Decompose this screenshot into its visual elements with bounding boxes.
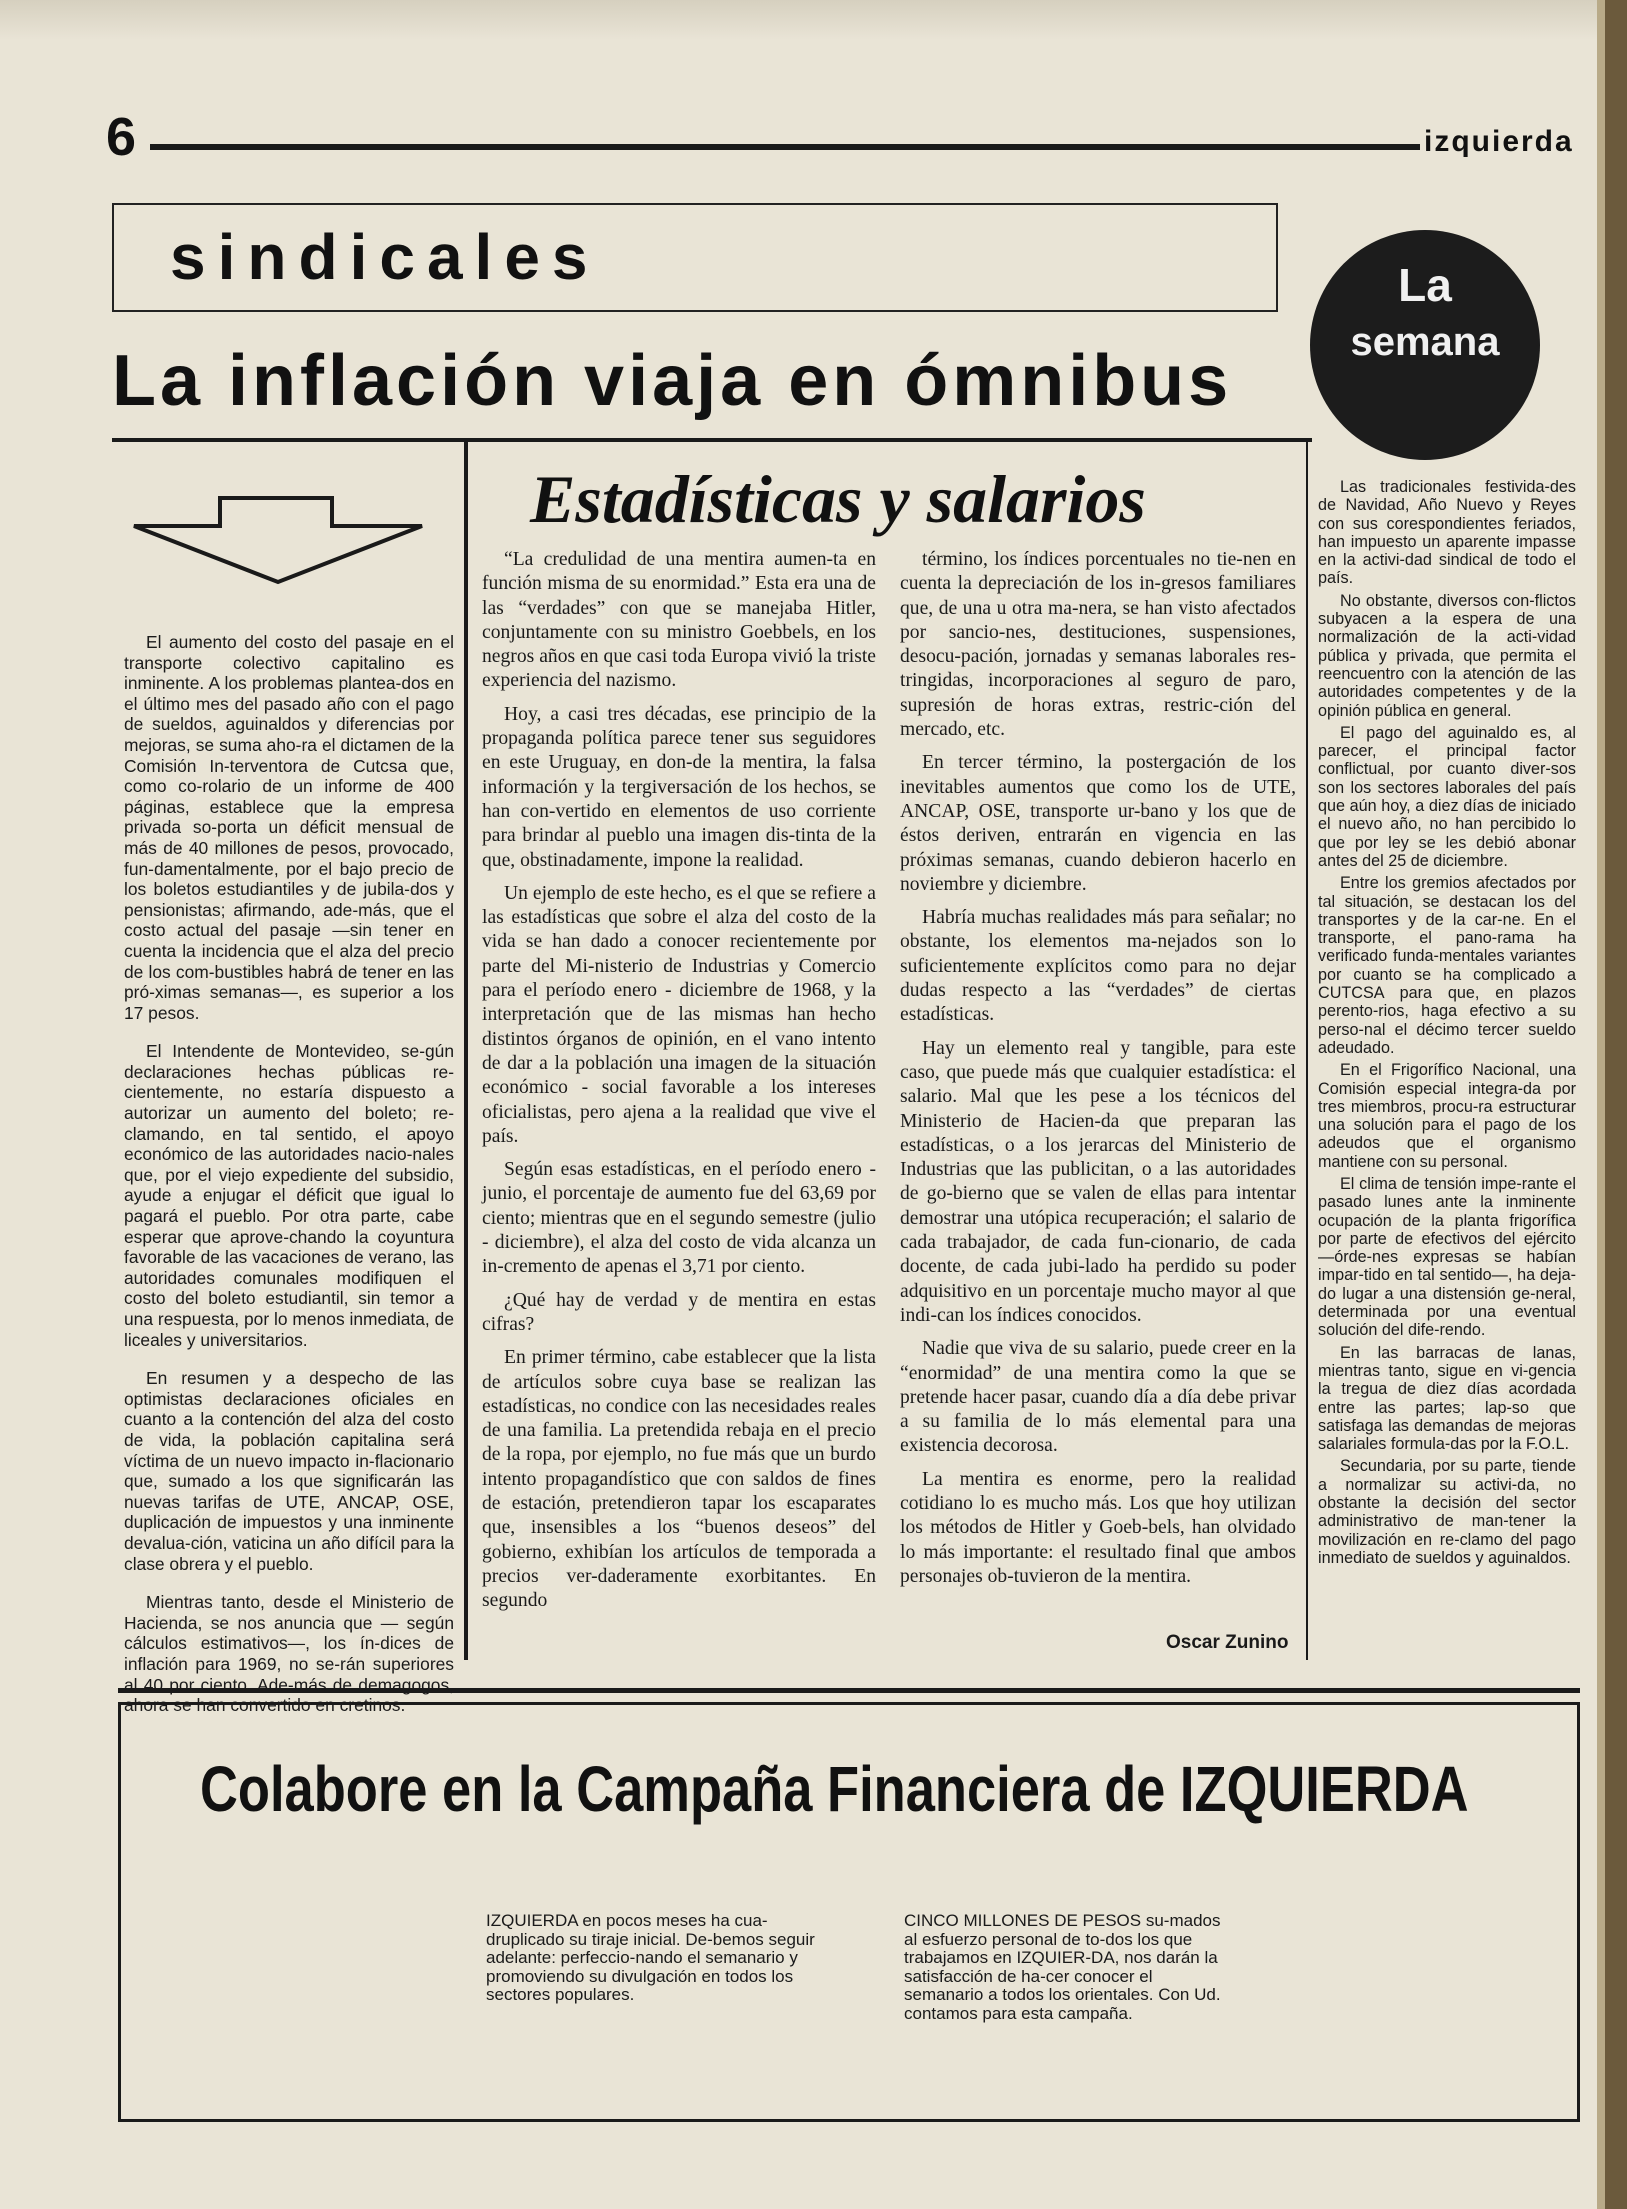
- article-paragraph: Habría muchas realidades más para señalar; no obstante, los elementos ma-nejados son lo suficientemente explícitos como para no dejar dudas respecto a las “verdades” de ciertas estadísticas.: [900, 907, 1296, 1026]
- article-paragraph: En tercer término, la postergación de los inevitables aumentos que como los de UTE, ANCAP, OSE, transporte ur-bano y los que de éstos deriven, entrarán en vigencia en las próximas semanas, cuando debieron hacerlo en noviembre y diciembre.: [900, 752, 1296, 895]
- article-paragraph: “La credulidad de una mentira aumen-ta en función misma de su enormidad.” Esta era una de las “verdades” con que se manejaba Hitler, conjuntamente con su ministro Goebbels, en los negros años en que casi toda Europa vivió la triste experiencia del nazismo.: [482, 549, 876, 692]
- badge-line-2: semana: [1350, 320, 1500, 364]
- article-paragraph: Hoy, a casi tres décadas, ese principio de la propaganda política parece tener sus seguidores en este Uruguay, en don-de la mentira, la falsa información y la tergiversación de los hechos, se han con-vertido en elementos de uso corriente para brindar al pueblo una imagen dis-tinta de la que, obstinadamente, impone la realidad.: [482, 703, 876, 871]
- promo-right-text: [904, 1912, 1234, 2024]
- article-paragraph: Hay un elemento real y tangible, para este caso, que puede más que cualquier estadística: el salario. Mal que les pese a los técnicos del Ministerio de Hacien-da que preparan las estadísticas, o a los jerarcas del Ministerio de Industrias que las publicitan, o a las autoridades de go-bierno que se valen de ellas para intentar demostrar una utópica recuperación; el salario de cada trabajador, de cada fun-cionario, de cada docente, de cada jubi-lado ha perdido su poder adquisitivo en un porcentaje mucho mayor al que indi-can los índices conocidos.: [900, 1037, 1296, 1326]
- la-semana-paragraph: No obstante, diversos con-flictos subyacen a la espera de una normalización de la acti-vidad pública y privada, que permita el reencuentro con la atención de las autoridades competentes y de la opinión pública en general.: [1318, 591, 1576, 720]
- headline: La inflación viaja en ómnibus: [112, 341, 1233, 421]
- article-paragraph: En primer término, cabe establecer que la lista de artículos sobre cuya base se realizan las estadísticas, no condice con las necesidades reales de una familia. La pretendida rebaja en el precio de la ropa, por ejemplo, no fue más que un burdo intento propagandístico que con saldos de fines de estación, pretendieron tapar los escaparates que, insensibles a los “buenos deseos” del gobierno, exhibían los artículos de temporada a precios ver-daderamente exorbitantes. En segundo: [482, 1347, 876, 1612]
- promo-left-text: [486, 1912, 838, 2005]
- promo-right-paragraph: CINCO MILLONES DE PESOS su-mados al esfuerzo personal de to-dos los que trabajamos en IZQUIER-DA, nos darán la satisfacción de ha-cer conocer el semanario a todos los orientales. Con Ud. contamos para esta campaña.: [904, 1911, 1221, 2023]
- lead-paragraph: Mientras tanto, desde el Ministerio de Hacienda, se nos anuncia que — según cálculos estimativos—, los ín-dices de inflación para 1969, no se-rán superiores al 40 por ciento. Ade-más de demagogos, ahora se han convertido en cretinos.: [124, 1592, 454, 1716]
- la-semana-paragraph: Las tradicionales festivida-des de Navidad, Año Nuevo y Reyes con sus corespondientes feriados, han impuesto un aparente impasse en la activi-dad sindical de todo el país.: [1318, 478, 1576, 588]
- header-rule: [150, 144, 1420, 150]
- la-semana-paragraph: El pago del aguinaldo es, al parecer, el principal factor conflictual, por cuanto diver-sos son los sectores laborales del país que aún hoy, a diez días de iniciado el nuevo año, no han percibido lo que por ley se les debió abonar antes del 25 de diciembre.: [1318, 723, 1576, 870]
- promo-left-paragraph: IZQUIERDA en pocos meses ha cua-druplicado su tiraje inicial. De-bemos seguir adelante: perfeccio-nando el semanario y promoviendo su divulgación en todos los sectores populares.: [486, 1911, 815, 2005]
- lead-paragraph: En resumen y a despecho de las optimistas declaraciones oficiales en cuanto a la contención del alza del costo de vida, la población capitalina será víctima de un nuevo impacto in-flacionario que, sumado a los que significarán las nuevas tarifas de UTE, ANCAP, OSE, duplicación de impuestos y una inminente devalua-ción, vaticina un año difícil para la clase obrera y el pueblo.: [124, 1368, 454, 1574]
- masthead: izquierda: [1424, 125, 1574, 158]
- article-paragraph: Un ejemplo de este hecho, es el que se refiere a las estadísticas que sobre el alza del costo de la vida se han dado a conocer recientemente por parte del Mi-nisterio de Industrias y Comercio para el período enero - diciembre de 1968, y la interpretación que de las mismas han hecho distintos órganos de opinión, en el vano intento de dar a la población una imagen de la situación económico - social favorable a los intereses oficialistas, pero ajena a la realidad que vive el país.: [482, 882, 876, 1147]
- down-arrow-icon: [132, 496, 424, 586]
- article-paragraph: ¿Qué hay de verdad y de mentira en estas cifras?: [482, 1289, 876, 1335]
- la-semana-column: [1318, 478, 1576, 1567]
- article-column-b: [900, 548, 1296, 1589]
- la-semana-paragraph: Secundaria, por su parte, tiende a normalizar su activi-da, no obstante la decisión del sector administrativo de man-tener la movilización en re-clamo del pago inmediato de sueldos y aguinaldos.: [1318, 1457, 1576, 1567]
- la-semana-paragraph: Entre los gremios afectados por tal situación, se destacan los del transportes y de la car-ne. En el transporte, el pano-rama ha verificado funda-mentales variantes por cuanto se ha complicado a CUTCSA para que, en plazos perento-rios, haga efectivo a su perso-nal el décimo tercer sueldo adeudado.: [1318, 874, 1576, 1057]
- headline-underline: [112, 438, 1312, 442]
- page-spine: [1605, 0, 1627, 2209]
- article-paragraph: La mentira es enorme, pero la realidad cotidiano lo es mucho más. Los que hoy utilizan los métodos de Hitler y Goeb-bels, han olvidado lo más importante: el resultado final que ambos personajes ob-tuvieron de la mentira.: [900, 1468, 1296, 1587]
- article-column-a: [482, 548, 876, 1613]
- page-top-shadow: [0, 0, 1627, 40]
- page-number: 6: [106, 107, 137, 167]
- section-title: sindicales: [170, 221, 600, 293]
- column-divider-right: [1306, 438, 1308, 1660]
- la-semana-paragraph: En el Frigorífico Nacional, una Comisión especial integra-da por tres miembros, procu-ra estructurar una solución para el pago de los adeudos que el organismo mantiene con su personal.: [1318, 1061, 1576, 1171]
- article-author: Oscar Zunino: [1166, 1632, 1289, 1653]
- article-paragraph: término, los índices porcentuales no tie-nen en cuenta la depreciación de los in-gresos familiares que, de una u otra ma-nera, se han visto afectados por sancio-nes, destituciones, suspensiones, desocu-pación, jornadas y semanas laborales res-tringidas, incorporaciones al seguro de paro, supresión de horas extras, restric-ción del mercado, etc.: [900, 549, 1296, 741]
- promo-title: Colabore en la Campaña Financiera de IZQUIERDA: [200, 1753, 1469, 1825]
- la-semana-paragraph: En las barracas de lanas, mientras tanto, sigue en vi-gencia la tregua de diez días acordada entre las partes; lap-so que satisfaga las demandas de mejoras salariales formula-das por la F.O.L.: [1318, 1343, 1576, 1454]
- la-semana-paragraph: El clima de tensión impe-rante el pasado lunes ante la inminente ocupación de la planta frigorífica por parte de efectivos del ejército —órde-nes expresas se habían impar-tido en tal sentido—, ha deja-do lugar a una distensión ge-neral, determinada por una eventual solución del dife-rendo.: [1318, 1174, 1576, 1340]
- lead-paragraph: El aumento del costo del pasaje en el transporte colectivo capitalino es inminente. A los problemas plantea-dos en el último mes del pasado año con el pago de sueldos, aguinaldos y diferencias por mejoras, se suma aho-ra el dictamen de la Comisión In-terventora de Cutcsa que, como co-rolario de un informe de 400 páginas, establece que la empresa privada so-porta un déficit mensual de más de 40 millones de pesos, provocado, fun-damentalmente, por el bajo precio de los boletos estudiantiles y de jubila-dos y pensionistas; afirmando, ade-más, que el costo actual del pasaje —sin tener en cuenta la incidencia que el alza del precio de los com-bustibles habrá de tener en las pró-ximas semanas—, es superior a los 17 pesos.: [124, 632, 454, 1023]
- column-divider-left: [464, 438, 468, 1660]
- badge-line-1: La: [1398, 259, 1452, 311]
- la-semana-badge: [1310, 230, 1540, 460]
- article-paragraph: Según esas estadísticas, en el período enero - junio, el porcentaje de aumento fue del 63,69 por ciento; mientras que en el segundo semestre (julio - diciembre), el alza del costo de vida alcanza un in-cremento de apenas el 3,71 por ciento.: [482, 1159, 876, 1278]
- article-title: Estadísticas y salarios: [530, 461, 1146, 537]
- lead-paragraph: El Intendente de Montevideo, se-gún declaraciones hechas públicas re-cientemente, no estaría dispuesto a autorizar un aumento del boleto; re-clamando, en tal sentido, el apoyo económico de las autoridades nacio-nales que, por el viejo expediente del subsidio, ayude a enjugar el déficit que igual lo pagará el pueblo. Por otra parte, cabe esperar que aprove-chando la coyuntura favorable de las vacaciones de verano, las autoridades comunales modifiquen el costo del boleto estudiantil, sin temor a una respuesta, por lo menos inmediata, de liceales y universitarios.: [124, 1041, 454, 1350]
- article-paragraph: Nadie que viva de su salario, puede creer en la “enormidad” de una mentira como la que se pretende hacer pasar, cuando día a día debe privar a su familia de lo más elemental para una existencia decorosa.: [900, 1338, 1296, 1457]
- lead-article-column: [124, 632, 454, 1716]
- page-gutter: [1597, 0, 1605, 2209]
